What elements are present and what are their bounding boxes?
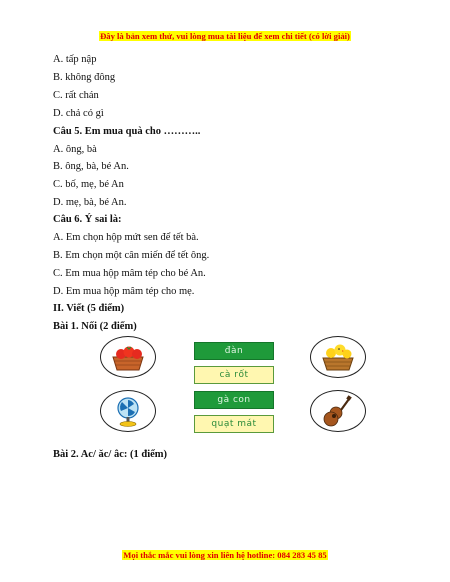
preview-banner: Đây là bản xem thử, vui lòng mua tài liệu để xem chi tiết (có lời giải) (100, 31, 350, 41)
contact-banner: Mọi thắc mắc vui lòng xin liên hệ hotline: 084 283 45 85 (123, 550, 327, 560)
q6-option-d: D. Em mua hộp mâm tép cho mẹ. (53, 286, 195, 297)
tomato-basket-icon (101, 337, 155, 377)
exercise-2-title: Bài 2. Ac/ ăc/ âc: (1 điểm) (53, 449, 168, 460)
q4-option-d: D. chả có gì (53, 108, 104, 119)
tomato-basket-picture (100, 336, 156, 378)
section-2-title: II. Viết (5 điểm) (53, 303, 125, 314)
q5-option-b: B. ông, bà, bé An. (53, 161, 129, 172)
q5-option-c: C. bố, mẹ, bé An (53, 179, 124, 190)
word-tile-2: cà rốt (194, 366, 274, 384)
q6-option-c: C. Em mua hộp mâm tép cho bé An. (53, 268, 206, 279)
chicks-basket-icon (311, 337, 365, 377)
matching-exercise (96, 333, 370, 442)
q6-option-b: B. Em chọn một cân miến để tết ông. (53, 250, 210, 261)
word-tile-1: đàn (194, 342, 274, 360)
q5-option-a: A. ông, bà (53, 144, 97, 155)
q4-option-c: C. rất chán (53, 90, 99, 101)
q5-option-d: D. mẹ, bà, bé An. (53, 197, 127, 208)
question-5-title: Câu 5. Em mua quà cho ……….. (53, 126, 201, 137)
electric-fan-icon (101, 391, 155, 431)
guitar-icon (311, 391, 365, 431)
exercise-1-title: Bài 1. Nối (2 điểm) (53, 321, 137, 332)
fan-picture (100, 390, 156, 432)
guitar-picture (310, 390, 366, 432)
q6-option-a: A. Em chọn hộp mứt sen để tết bà. (53, 232, 199, 243)
q4-option-a: A. tấp nập (53, 54, 97, 65)
q4-option-b: B. không đông (53, 72, 116, 83)
word-tile-4: quạt mát (194, 415, 274, 433)
word-tile-3: gà con (194, 391, 274, 409)
chicks-basket-picture (310, 336, 366, 378)
question-6-title: Câu 6. Ý sai là: (53, 214, 122, 225)
